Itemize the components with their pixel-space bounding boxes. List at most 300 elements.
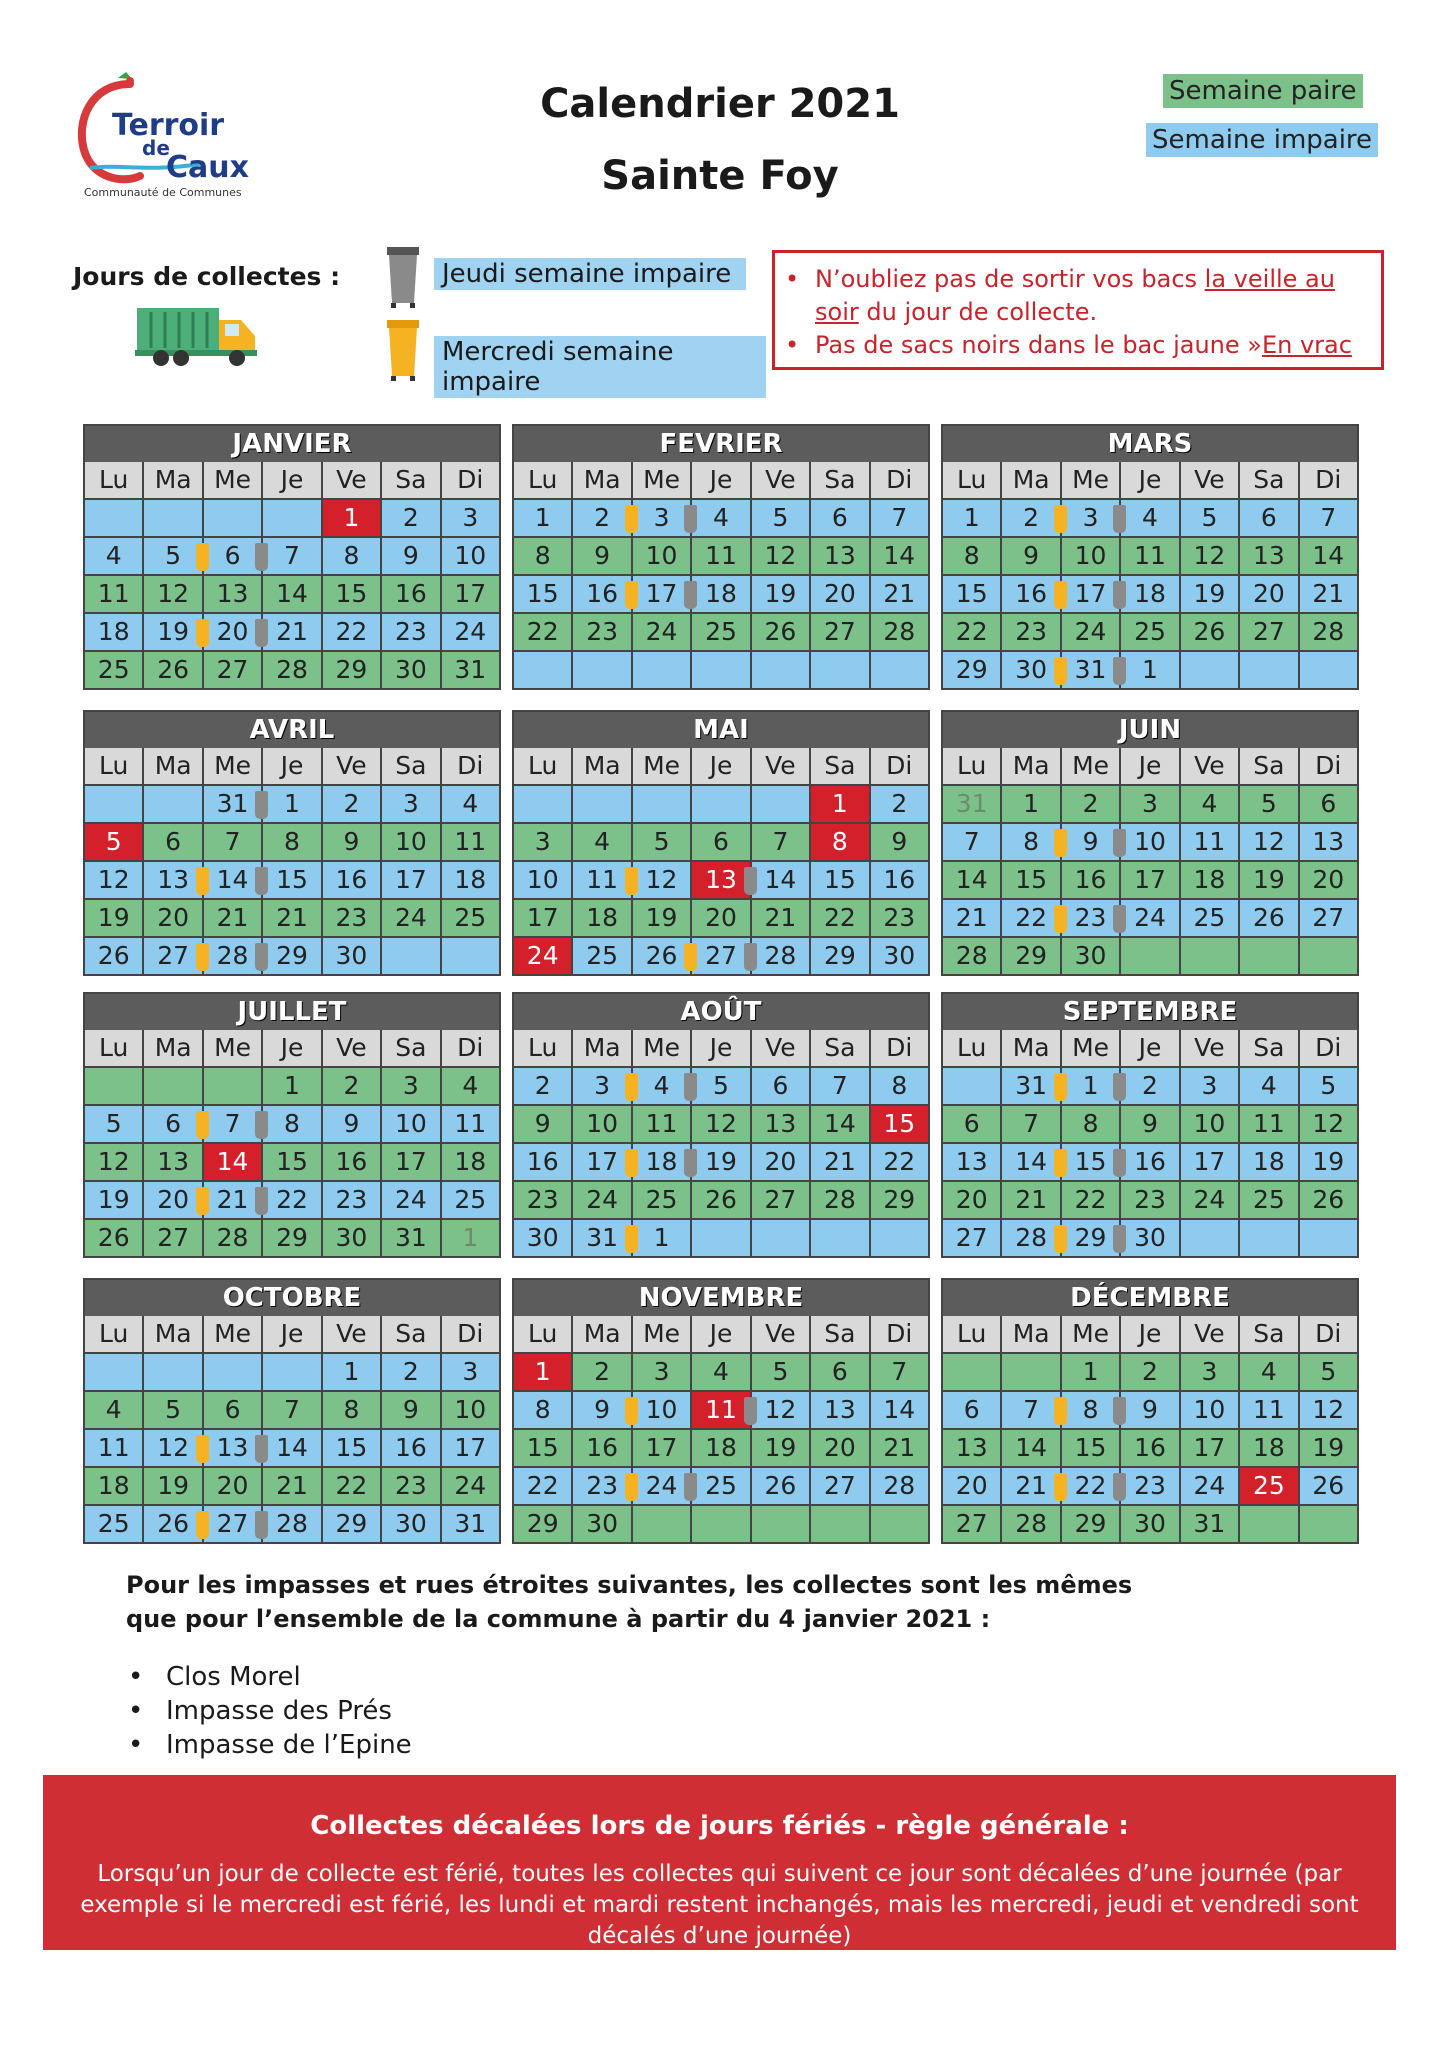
day-cell: 30	[573, 1506, 630, 1542]
day-cell	[692, 786, 749, 822]
day-cell: 15	[1062, 1430, 1119, 1466]
month-8	[941, 992, 1359, 1258]
day-cell: 20	[811, 1430, 868, 1466]
yellow-bin-marker-icon	[196, 619, 209, 647]
day-cell: 6	[1300, 786, 1357, 822]
collection-days-label: Jours de collectes :	[73, 262, 341, 291]
weekday-header: Je	[1121, 748, 1178, 784]
yellow-bin-marker-icon	[1054, 829, 1067, 857]
day-cell: 3	[573, 1068, 630, 1104]
day-cell: 2	[382, 500, 439, 536]
day-cell: 6	[204, 1392, 261, 1428]
day-cell: 20	[1300, 862, 1357, 898]
month-title: FEVRIER	[514, 426, 928, 462]
day-cell	[263, 1354, 320, 1390]
day-cell: 18	[442, 862, 499, 898]
day-cell: 16	[382, 576, 439, 612]
day-cell: 14	[1002, 1430, 1059, 1466]
weekday-header: Lu	[943, 462, 1000, 498]
weekday-header: Di	[871, 748, 928, 784]
day-cell	[752, 786, 809, 822]
day-cell	[692, 1220, 749, 1256]
day-cell: 10	[633, 538, 690, 574]
yellow-bin-marker-icon	[1054, 1225, 1067, 1253]
weekday-header: Ma	[1002, 748, 1059, 784]
day-cell: 11	[85, 1430, 142, 1466]
day-cell: 26	[85, 1220, 142, 1256]
grey-bin-marker-icon	[1113, 581, 1126, 609]
day-cell: 19	[752, 576, 809, 612]
yellow-bin-marker-icon	[1054, 581, 1067, 609]
day-cell: 30	[323, 938, 380, 974]
day-cell: 31	[1062, 652, 1119, 688]
day-cell: 14	[943, 862, 1000, 898]
day-cell: 14	[204, 862, 261, 898]
day-cell	[943, 1354, 1000, 1390]
yellow-bin-schedule: Mercredi semaine impaire	[434, 336, 766, 398]
month-7	[512, 992, 930, 1258]
weekday-header: Me	[1062, 1030, 1119, 1066]
day-cell: 12	[692, 1106, 749, 1142]
day-cell: 24	[1181, 1468, 1238, 1504]
grey-bin-marker-icon	[255, 619, 268, 647]
month-title: MARS	[943, 426, 1357, 462]
holiday-rule-banner	[43, 1775, 1396, 1950]
day-cell: 19	[633, 900, 690, 936]
weekday-header: Di	[871, 462, 928, 498]
day-cell: 25	[85, 652, 142, 688]
day-cell: 18	[692, 576, 749, 612]
day-cell: 27	[752, 1182, 809, 1218]
month-11	[941, 1278, 1359, 1544]
weekday-header: Ma	[144, 462, 201, 498]
logo-text-terroir: Terroir	[112, 108, 225, 143]
day-cell: 2	[514, 1068, 571, 1104]
day-cell: 3	[1121, 786, 1178, 822]
month-10	[512, 1278, 930, 1544]
logo-subtitle: Communauté de Communes	[84, 186, 242, 199]
day-cell: 21	[263, 1468, 320, 1504]
weekday-header: Ve	[752, 1316, 809, 1352]
day-cell: 9	[382, 538, 439, 574]
day-cell: 18	[573, 900, 630, 936]
day-cell: 8	[514, 538, 571, 574]
day-cell: 4	[1240, 1354, 1297, 1390]
day-cell: 29	[943, 652, 1000, 688]
grey-bin-marker-icon	[255, 1435, 268, 1463]
day-cell	[1300, 652, 1357, 688]
day-cell: 7	[263, 538, 320, 574]
day-cell: 18	[1240, 1144, 1297, 1180]
day-cell: 4	[633, 1068, 690, 1104]
day-cell	[633, 786, 690, 822]
day-cell: 27	[811, 614, 868, 650]
day-cell: 28	[204, 1220, 261, 1256]
weekday-header: Je	[263, 462, 320, 498]
month-grid	[514, 748, 928, 974]
day-cell: 10	[1181, 1392, 1238, 1428]
day-cell: 20	[144, 1182, 201, 1218]
day-cell: 7	[752, 824, 809, 860]
day-cell: 3	[633, 500, 690, 536]
day-cell: 5	[1300, 1068, 1357, 1104]
day-cell: 24	[514, 938, 571, 974]
day-cell: 12	[1300, 1392, 1357, 1428]
day-cell: 12	[1181, 538, 1238, 574]
weekday-header: Lu	[85, 462, 142, 498]
day-cell: 12	[144, 576, 201, 612]
day-cell	[1300, 1506, 1357, 1542]
day-cell: 3	[1062, 500, 1119, 536]
grey-bin-icon	[386, 245, 420, 309]
weekday-header: Ve	[323, 1316, 380, 1352]
day-cell: 17	[633, 576, 690, 612]
day-cell: 30	[382, 652, 439, 688]
day-cell: 3	[442, 500, 499, 536]
day-cell: 11	[1240, 1106, 1297, 1142]
yellow-bin-marker-icon	[1054, 657, 1067, 685]
day-cell: 1	[442, 1220, 499, 1256]
day-cell: 14	[1002, 1144, 1059, 1180]
grey-bin-marker-icon	[1113, 1149, 1126, 1177]
day-cell: 12	[85, 862, 142, 898]
day-cell: 22	[1062, 1182, 1119, 1218]
yellow-bin-marker-icon	[196, 1511, 209, 1539]
month-grid	[943, 1030, 1357, 1256]
grey-bin-marker-icon	[1113, 1473, 1126, 1501]
day-cell: 8	[811, 824, 868, 860]
day-cell: 31	[382, 1220, 439, 1256]
day-cell: 21	[871, 1430, 928, 1466]
day-cell: 1	[811, 786, 868, 822]
yellow-bin-marker-icon	[625, 1149, 638, 1177]
day-cell: 26	[1240, 900, 1297, 936]
title-line-calendar: Calendrier 2021	[540, 81, 900, 127]
day-cell: 15	[263, 862, 320, 898]
day-cell: 2	[1121, 1068, 1178, 1104]
grey-bin-marker-icon	[255, 543, 268, 571]
weekday-header: Sa	[1240, 1030, 1297, 1066]
day-cell: 25	[573, 938, 630, 974]
day-cell: 21	[752, 900, 809, 936]
day-cell: 29	[263, 938, 320, 974]
weekday-header: Je	[692, 1316, 749, 1352]
day-cell: 23	[1121, 1468, 1178, 1504]
day-cell: 29	[263, 1220, 320, 1256]
day-cell: 30	[1002, 652, 1059, 688]
day-cell: 9	[573, 538, 630, 574]
day-cell: 16	[573, 1430, 630, 1466]
day-cell: 22	[811, 900, 868, 936]
day-cell: 12	[633, 862, 690, 898]
day-cell: 23	[323, 900, 380, 936]
day-cell: 31	[204, 786, 261, 822]
weekday-header: Ma	[573, 748, 630, 784]
day-cell: 6	[204, 538, 261, 574]
day-cell: 2	[573, 500, 630, 536]
grey-bin-marker-icon	[744, 1397, 757, 1425]
day-cell: 18	[633, 1144, 690, 1180]
day-cell: 21	[204, 900, 261, 936]
day-cell	[752, 1220, 809, 1256]
day-cell: 23	[871, 900, 928, 936]
day-cell: 6	[811, 1354, 868, 1390]
day-cell: 3	[382, 786, 439, 822]
day-cell: 3	[442, 1354, 499, 1390]
weekday-header: Sa	[382, 462, 439, 498]
day-cell: 3	[1181, 1354, 1238, 1390]
day-cell: 20	[1240, 576, 1297, 612]
day-cell: 2	[871, 786, 928, 822]
weekday-header: Me	[204, 1030, 261, 1066]
weekday-header: Me	[633, 1030, 690, 1066]
day-cell	[514, 652, 571, 688]
grey-bin-marker-icon	[1113, 905, 1126, 933]
weekday-header: Je	[692, 1030, 749, 1066]
day-cell: 24	[573, 1182, 630, 1218]
day-cell: 22	[1002, 900, 1059, 936]
month-grid	[514, 1030, 928, 1256]
day-cell: 21	[263, 614, 320, 650]
grey-bin-marker-icon	[255, 867, 268, 895]
day-cell: 3	[514, 824, 571, 860]
weekday-header: Ma	[573, 1030, 630, 1066]
day-cell: 8	[1002, 824, 1059, 860]
day-cell: 14	[871, 538, 928, 574]
day-cell: 17	[1062, 576, 1119, 612]
weekday-header: Sa	[382, 748, 439, 784]
day-cell: 16	[1121, 1430, 1178, 1466]
impasses-heading: Pour les impasses et rues étroites suivantes, les collectes sont les mêmes que pour l’ensemble de la commune à partir du 4 janvier 2021 :	[126, 1571, 1133, 1633]
grey-bin-marker-icon	[744, 943, 757, 971]
day-cell: 17	[442, 1430, 499, 1466]
weekday-header: Me	[633, 462, 690, 498]
grey-bin-schedule: Jeudi semaine impaire	[434, 258, 746, 290]
grey-bin-marker-icon	[684, 1073, 697, 1101]
day-cell	[1181, 938, 1238, 974]
day-cell: 22	[1062, 1468, 1119, 1504]
yellow-bin-marker-icon	[625, 867, 638, 895]
day-cell: 20	[204, 1468, 261, 1504]
weekday-header: Sa	[1240, 748, 1297, 784]
day-cell	[204, 1354, 261, 1390]
day-cell: 17	[382, 862, 439, 898]
day-cell: 26	[144, 1506, 201, 1542]
day-cell: 19	[1181, 576, 1238, 612]
day-cell: 30	[514, 1220, 571, 1256]
day-cell: 9	[573, 1392, 630, 1428]
day-cell: 4	[442, 786, 499, 822]
day-cell: 23	[382, 614, 439, 650]
day-cell: 15	[1002, 862, 1059, 898]
month-5	[941, 710, 1359, 976]
weekday-header: Lu	[943, 748, 1000, 784]
day-cell: 16	[871, 862, 928, 898]
list-item: • Impasse des Prés	[128, 1694, 412, 1728]
list-item: • Clos Morel	[128, 1660, 412, 1694]
day-cell: 28	[1002, 1506, 1059, 1542]
day-cell: 15	[514, 1430, 571, 1466]
grey-bin-marker-icon	[1113, 1073, 1126, 1101]
month-grid	[85, 462, 499, 688]
day-cell: 25	[692, 1468, 749, 1504]
day-cell	[204, 1068, 261, 1104]
day-cell: 4	[442, 1068, 499, 1104]
month-grid	[514, 462, 928, 688]
day-cell	[85, 1354, 142, 1390]
weekday-header: Je	[263, 1030, 320, 1066]
day-cell: 25	[1121, 614, 1178, 650]
day-cell: 12	[752, 538, 809, 574]
weekday-header: Je	[1121, 1316, 1178, 1352]
day-cell: 6	[943, 1392, 1000, 1428]
yellow-bin-marker-icon	[625, 1073, 638, 1101]
day-cell: 21	[871, 576, 928, 612]
day-cell: 7	[871, 1354, 928, 1390]
weekday-header: Di	[1300, 1316, 1357, 1352]
weekday-header: Sa	[382, 1030, 439, 1066]
day-cell: 15	[1062, 1144, 1119, 1180]
day-cell: 28	[263, 652, 320, 688]
weekday-header: Di	[1300, 748, 1357, 784]
day-cell: 23	[1121, 1182, 1178, 1218]
month-6	[83, 992, 501, 1258]
day-cell: 16	[1062, 862, 1119, 898]
day-cell: 5	[633, 824, 690, 860]
day-cell: 8	[263, 824, 320, 860]
day-cell: 9	[382, 1392, 439, 1428]
day-cell: 29	[323, 652, 380, 688]
day-cell: 19	[692, 1144, 749, 1180]
day-cell	[692, 1506, 749, 1542]
yellow-bin-icon	[386, 318, 420, 382]
day-cell: 26	[633, 938, 690, 974]
day-cell: 25	[692, 614, 749, 650]
day-cell: 13	[204, 1430, 261, 1466]
reminder-notice	[772, 250, 1384, 370]
day-cell: 8	[943, 538, 1000, 574]
day-cell: 8	[1062, 1106, 1119, 1142]
day-cell: 8	[1062, 1392, 1119, 1428]
day-cell: 4	[692, 500, 749, 536]
day-cell: 22	[323, 1468, 380, 1504]
day-cell: 17	[633, 1430, 690, 1466]
grey-bin-marker-icon	[255, 1187, 268, 1215]
day-cell	[943, 1068, 1000, 1104]
day-cell: 11	[442, 824, 499, 860]
day-cell: 27	[811, 1468, 868, 1504]
yellow-bin-marker-icon	[684, 943, 697, 971]
yellow-bin-marker-icon	[1054, 1073, 1067, 1101]
day-cell: 23	[1002, 614, 1059, 650]
weekday-header: Lu	[85, 748, 142, 784]
grey-bin-marker-icon	[1113, 505, 1126, 533]
day-cell: 18	[1121, 576, 1178, 612]
day-cell: 2	[1002, 500, 1059, 536]
weekday-header: Me	[633, 748, 690, 784]
day-cell: 28	[263, 1506, 320, 1542]
weekday-header: Lu	[943, 1316, 1000, 1352]
month-grid	[85, 1030, 499, 1256]
weekday-header: Je	[692, 748, 749, 784]
day-cell: 4	[85, 1392, 142, 1428]
day-cell: 24	[382, 1182, 439, 1218]
day-cell	[382, 938, 439, 974]
yellow-bin-marker-icon	[196, 1435, 209, 1463]
day-cell	[871, 652, 928, 688]
weekday-header: Di	[442, 1316, 499, 1352]
day-cell: 24	[1181, 1182, 1238, 1218]
day-cell: 19	[1240, 862, 1297, 898]
day-cell	[442, 938, 499, 974]
day-cell: 16	[323, 1144, 380, 1180]
day-cell: 13	[144, 1144, 201, 1180]
day-cell: 4	[573, 824, 630, 860]
month-grid	[514, 1316, 928, 1542]
day-cell: 1	[263, 786, 320, 822]
day-cell: 3	[633, 1354, 690, 1390]
legend-even-week: Semaine paire	[1163, 74, 1363, 108]
month-title: DÉCEMBRE	[943, 1280, 1357, 1316]
weekday-header: Di	[871, 1316, 928, 1352]
day-cell	[1300, 938, 1357, 974]
day-cell: 7	[811, 1068, 868, 1104]
day-cell: 19	[1300, 1430, 1357, 1466]
yellow-bin-marker-icon	[196, 867, 209, 895]
weekday-header: Lu	[85, 1030, 142, 1066]
day-cell	[1240, 1220, 1297, 1256]
weekday-header: Di	[1300, 1030, 1357, 1066]
month-title: AOÛT	[514, 994, 928, 1030]
day-cell: 22	[943, 614, 1000, 650]
day-cell: 5	[1240, 786, 1297, 822]
day-cell: 11	[573, 862, 630, 898]
day-cell: 28	[752, 938, 809, 974]
day-cell: 12	[752, 1392, 809, 1428]
day-cell: 16	[1002, 576, 1059, 612]
day-cell: 29	[1002, 938, 1059, 974]
day-cell: 4	[85, 538, 142, 574]
day-cell	[1240, 938, 1297, 974]
day-cell: 27	[1300, 900, 1357, 936]
day-cell: 10	[573, 1106, 630, 1142]
day-cell: 15	[943, 576, 1000, 612]
day-cell: 6	[692, 824, 749, 860]
day-cell: 1	[633, 1220, 690, 1256]
weekday-header: Me	[633, 1316, 690, 1352]
day-cell: 14	[752, 862, 809, 898]
day-cell: 28	[1002, 1220, 1059, 1256]
day-cell: 25	[442, 1182, 499, 1218]
day-cell: 24	[1121, 900, 1178, 936]
day-cell: 24	[442, 1468, 499, 1504]
day-cell: 28	[1300, 614, 1357, 650]
day-cell: 15	[514, 576, 571, 612]
day-cell: 22	[263, 1182, 320, 1218]
day-cell: 7	[263, 1392, 320, 1428]
day-cell: 18	[1240, 1430, 1297, 1466]
day-cell: 20	[204, 614, 261, 650]
day-cell: 20	[752, 1144, 809, 1180]
day-cell: 21	[943, 900, 1000, 936]
weekday-header: Ve	[752, 1030, 809, 1066]
day-cell: 2	[323, 1068, 380, 1104]
day-cell: 31	[442, 652, 499, 688]
day-cell: 1	[1121, 652, 1178, 688]
day-cell: 27	[943, 1506, 1000, 1542]
weekday-header: Ma	[144, 1316, 201, 1352]
month-4	[512, 710, 930, 976]
